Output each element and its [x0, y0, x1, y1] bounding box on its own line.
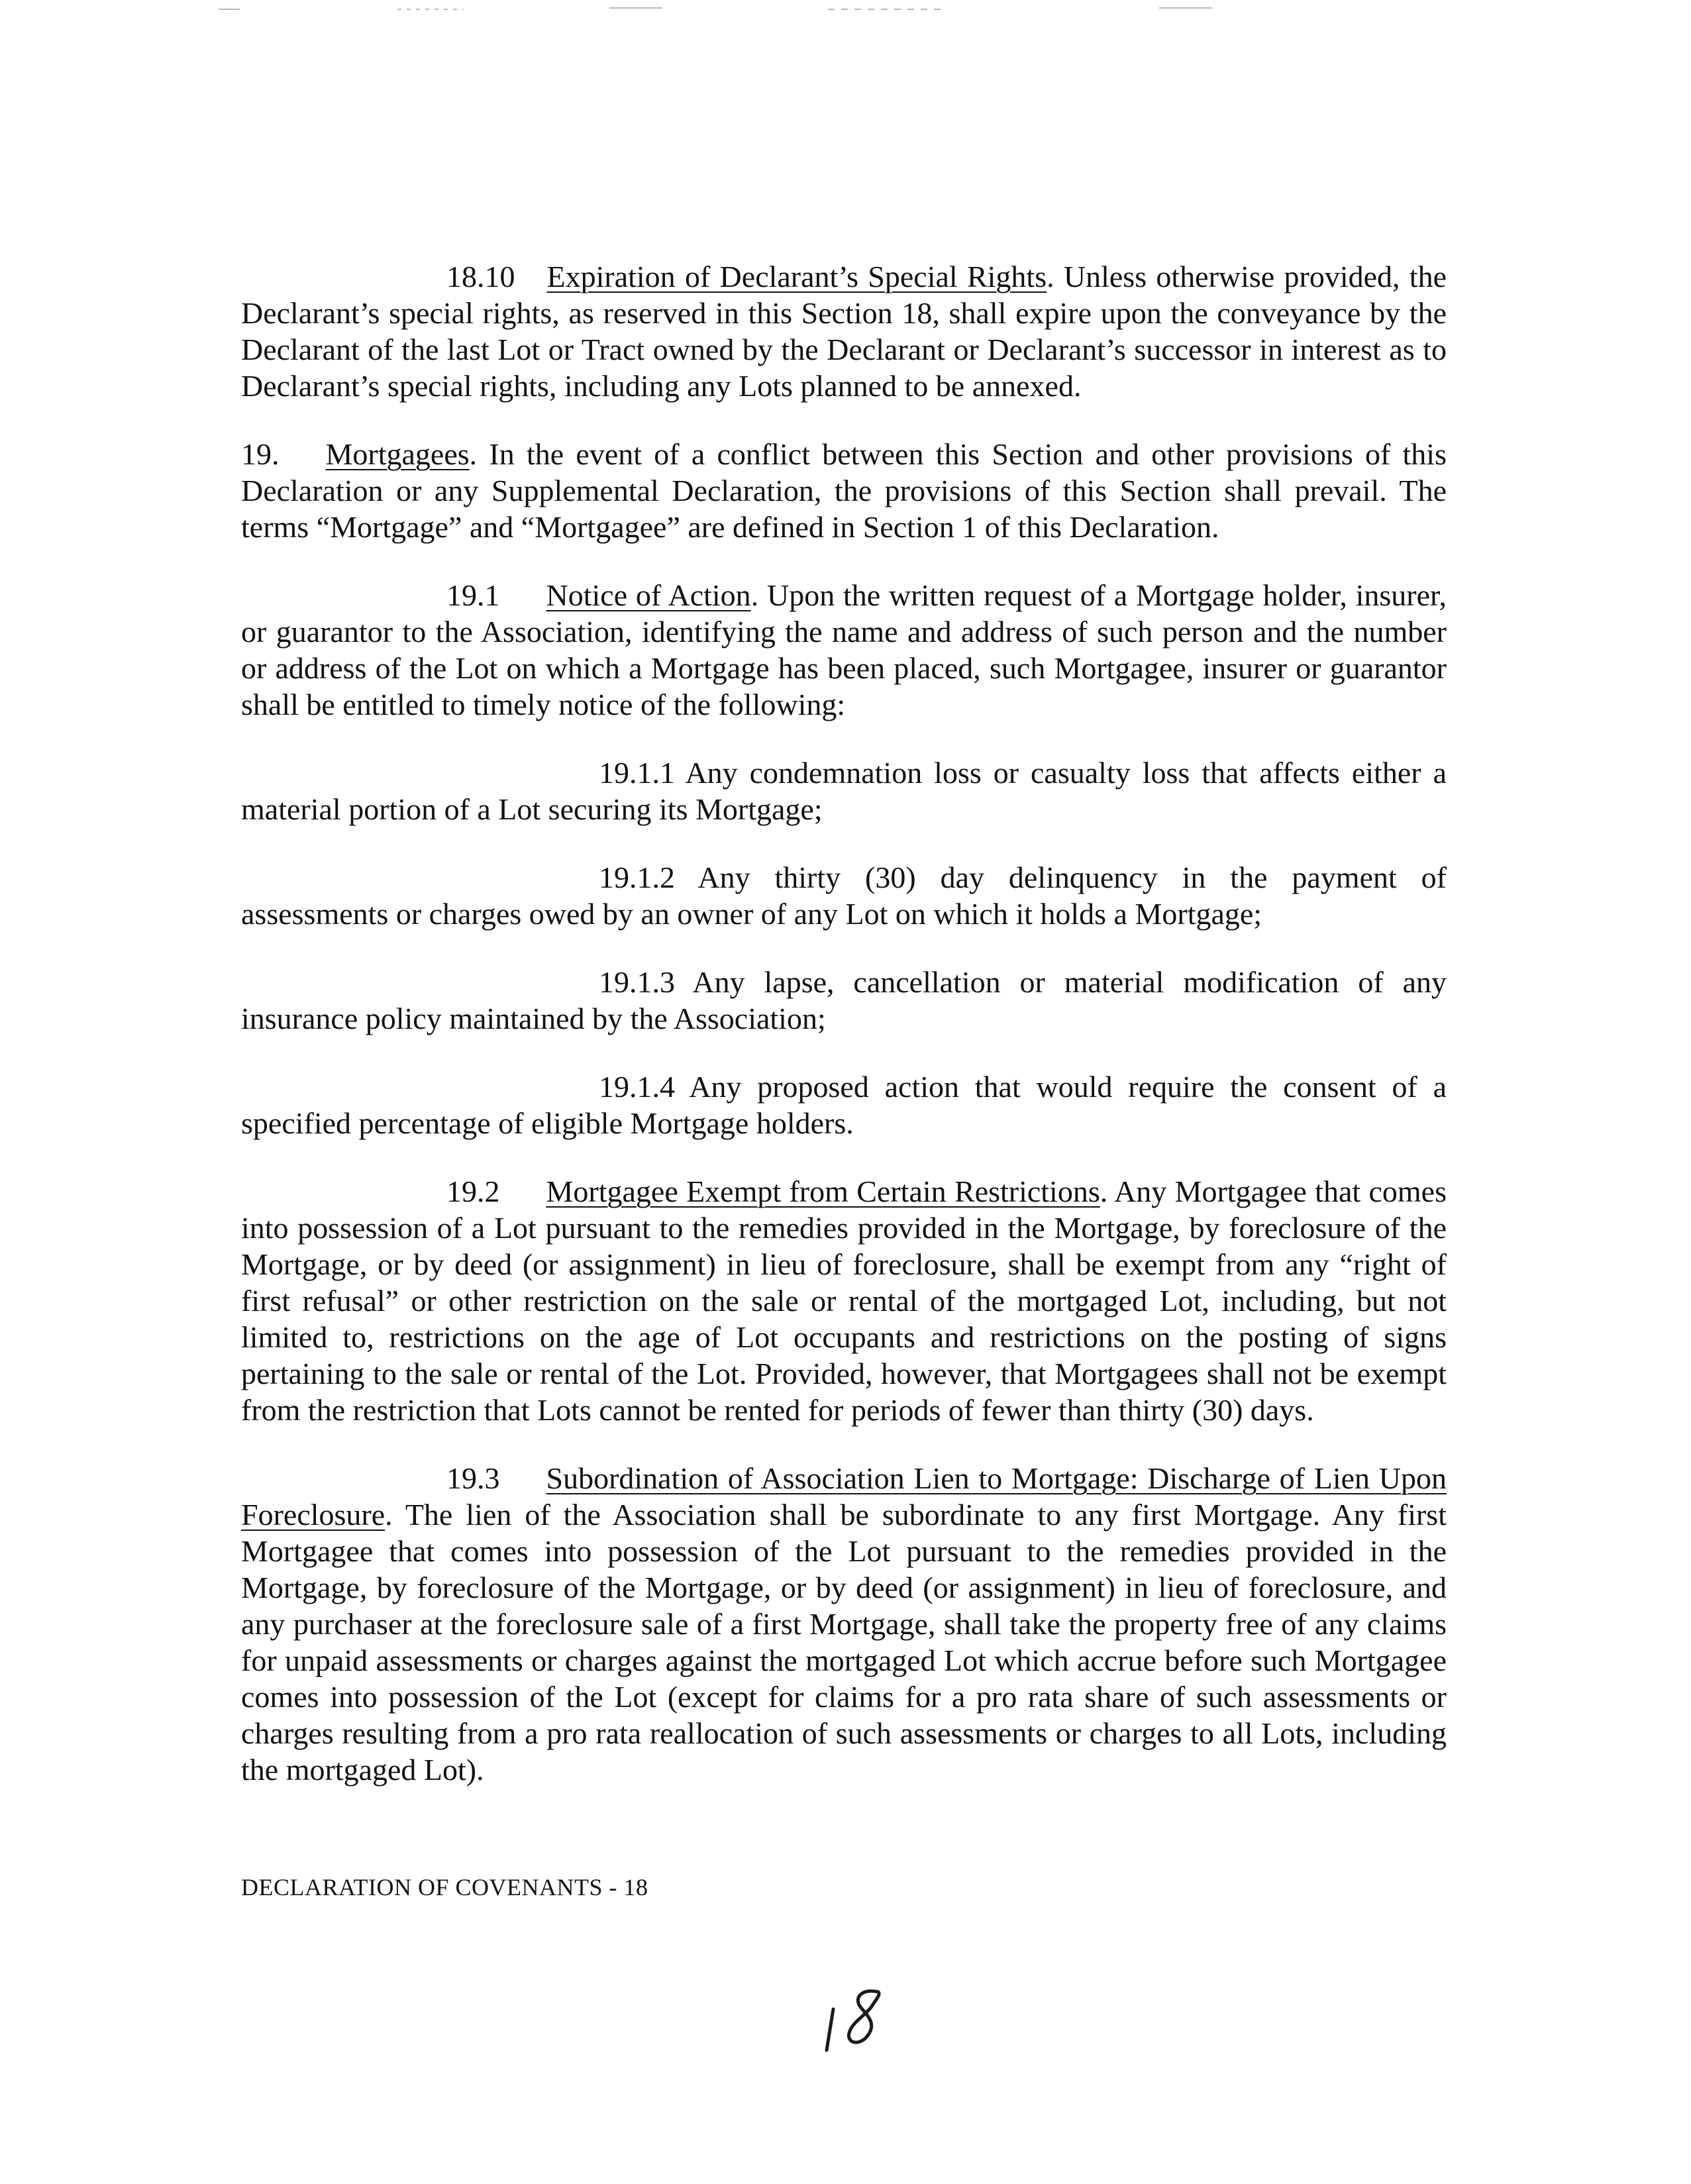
- section-19: [241, 436, 1447, 545]
- document-body: [241, 258, 1447, 1788]
- section-heading: Subordination of Association Lien to Mortgage: Discharge of Lien Upon Foreclosure: [241, 1461, 1447, 1532]
- scan-artifact-marks: [0, 0, 1691, 20]
- section-number: 19.1: [446, 578, 500, 612]
- section-number: 19.3: [446, 1461, 500, 1495]
- section-number: 19.: [241, 437, 280, 471]
- section-19-1-2: [241, 859, 1447, 932]
- section-19-2: [241, 1173, 1447, 1428]
- section-heading: Expiration of Declarant’s Special Rights: [546, 260, 1047, 293]
- section-text: . Unless otherwise provided, the Declarant’s special rights, as reserved in this Section 18, shall expire upon the conveyance by the Declarant of the last Lot or Tract owned by the Declarant or Declarant’s successor in interest as to Declarant’s special rights, including any Lots planned to be annexed.: [241, 260, 1447, 403]
- section-text: . In the event of a conflict between this Section and other provisions of this Declaration or any Supplemental Declaration, the provisions of this Section shall prevail. The terms “Mortgage” and “Mortgagee” are defined in Section 1 of this Declaration.: [241, 437, 1447, 544]
- section-19-1-3: [241, 964, 1447, 1037]
- section-number: 19.1.3: [599, 965, 675, 999]
- section-text: . Upon the written request of a Mortgage holder, insurer, or guarantor to the Association, identifying the name and address of such person and the number or address of the Lot on which a Mortgage has been placed, such Mortgagee, insurer or guarantor shall be entitled to timely notice of the following:: [241, 578, 1447, 721]
- section-text: . Any Mortgagee that comes into possession of a Lot pursuant to the remedies provided in the Mortgage, by foreclosure of the Mortgage, or by deed (or assignment) in lieu of foreclosure, shall be exempt from any “right of first refusal” or other restriction on the sale or rental of the mortgaged Lot, including, but not limited to, restrictions on the age of Lot occupants and restrictions on the posting of signs pertaining to the sale or rental of the Lot. Provided, however, that Mortgagees shall not be exempt from the restriction that Lots cannot be rented for periods of fewer than thirty (30) days.: [241, 1174, 1447, 1427]
- section-text: Any lapse, cancellation or material modification of any insurance policy maintained by the Association;: [241, 965, 1447, 1035]
- section-number: 18.10: [446, 260, 515, 293]
- section-19-1: [241, 577, 1447, 723]
- section-number: 19.1.2: [599, 860, 675, 894]
- section-text: . The lien of the Association shall be subordinate to any first Mortgage. Any first Mortgagee that comes into possession of the Lot pursuant to the remedies provided in the Mortgage, by foreclosure of the Mortgage, or by deed (or assignment) in lieu of foreclosure, and any purchaser at the foreclosure sale of a first Mortgage, shall take the property free of any claims for unpaid assessments or charges against the mortgaged Lot which accrue before such Mortgagee comes into possession of the Lot (except for claims for a pro rata share of such assessments or charges resulting from a pro rata reallocation of such assessments or charges to all Lots, including the mortgaged Lot).: [241, 1498, 1447, 1787]
- section-number: 19.1.4: [599, 1070, 675, 1104]
- section-19-1-1: [241, 754, 1447, 827]
- handwritten-page-number: [815, 1984, 901, 2057]
- section-text: Any proposed action that would require the consent of a specified percentage of eligible Mortgage holders.: [241, 1070, 1447, 1140]
- section-19-1-4: [241, 1068, 1447, 1141]
- page-footer: DECLARATION OF COVENANTS - 18: [241, 1874, 648, 1900]
- section-heading: Mortgagees: [325, 437, 470, 471]
- section-number: 19.2: [446, 1174, 500, 1208]
- section-text: Any condemnation loss or casualty loss that affects either a material portion of a Lot securing its Mortgage;: [241, 756, 1447, 826]
- section-text: Any thirty (30) day delinquency in the payment of assessments or charges owed by an owner of any Lot on which it holds a Mortgage;: [241, 860, 1447, 931]
- section-18-10: [241, 258, 1447, 404]
- section-heading: Mortgagee Exempt from Certain Restrictions: [546, 1174, 1100, 1208]
- section-number: 19.1.1: [599, 756, 675, 790]
- section-19-3: [241, 1460, 1447, 1788]
- section-heading: Notice of Action: [546, 578, 751, 612]
